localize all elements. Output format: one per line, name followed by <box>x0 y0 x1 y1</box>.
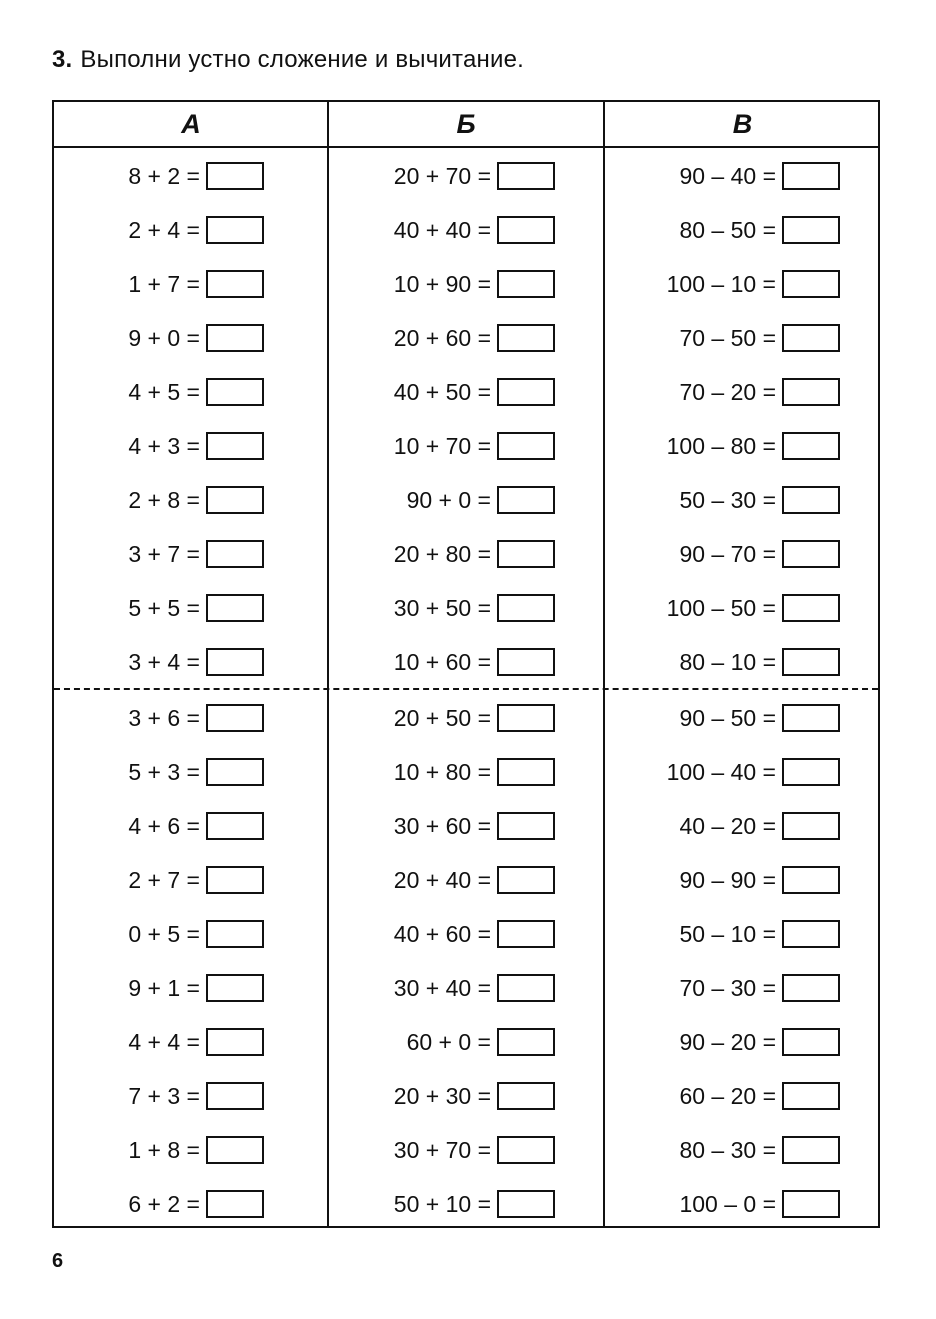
answer-box[interactable] <box>206 270 264 298</box>
answer-box[interactable] <box>782 1082 840 1110</box>
problem-row <box>94 377 264 407</box>
answer-box[interactable] <box>497 1082 555 1110</box>
task-text: Выполни устно сложение и вычитание. <box>80 46 524 73</box>
answer-box[interactable] <box>206 974 264 1002</box>
answer-box[interactable] <box>497 1028 555 1056</box>
answer-box[interactable] <box>497 540 555 568</box>
answer-box[interactable] <box>497 432 555 460</box>
problem-row <box>354 431 555 461</box>
problem-row <box>642 647 840 677</box>
answer-box[interactable] <box>206 324 264 352</box>
problem-row <box>354 323 555 353</box>
answer-box[interactable] <box>206 920 264 948</box>
problem-expression: 10 + 80 = <box>393 758 491 785</box>
problem-row <box>354 593 555 623</box>
problem-row <box>94 269 264 299</box>
problem-expression: 20 + 30 = <box>393 1082 491 1109</box>
problem-row <box>642 703 840 733</box>
problem-row <box>94 1135 264 1165</box>
answer-box[interactable] <box>206 1190 264 1218</box>
problem-expression: 10 + 90 = <box>393 270 491 297</box>
problem-row <box>94 703 264 733</box>
problem-row <box>94 1081 264 1111</box>
problem-expression: 40 + 50 = <box>393 378 491 405</box>
answer-box[interactable] <box>497 704 555 732</box>
problem-row <box>642 919 840 949</box>
problem-row <box>642 485 840 515</box>
answer-box[interactable] <box>497 162 555 190</box>
problem-expression: 1 + 7 = <box>128 270 200 297</box>
answer-box[interactable] <box>497 1136 555 1164</box>
problem-expression: 100 – 0 = <box>679 1190 776 1217</box>
problem-expression: 2 + 8 = <box>128 486 200 513</box>
answer-box[interactable] <box>782 812 840 840</box>
answer-box[interactable] <box>206 1136 264 1164</box>
problem-row <box>354 1027 555 1057</box>
problem-row <box>94 161 264 191</box>
problem-row <box>642 865 840 895</box>
problem-expression: 2 + 7 = <box>128 866 200 893</box>
problem-expression: 20 + 50 = <box>393 704 491 731</box>
problem-expression: 70 – 30 = <box>679 974 776 1001</box>
answer-box[interactable] <box>206 594 264 622</box>
problem-expression: 20 + 60 = <box>393 324 491 351</box>
answer-box[interactable] <box>206 162 264 190</box>
problem-expression: 60 – 20 = <box>679 1082 776 1109</box>
answer-box[interactable] <box>782 866 840 894</box>
column-c <box>605 146 880 1226</box>
problem-expression: 4 + 6 = <box>128 812 200 839</box>
problem-expression: 5 + 3 = <box>128 758 200 785</box>
answer-box[interactable] <box>497 1190 555 1218</box>
problem-row <box>642 1081 840 1111</box>
answer-box[interactable] <box>782 1028 840 1056</box>
problem-expression: 80 – 30 = <box>679 1136 776 1163</box>
answer-box[interactable] <box>206 866 264 894</box>
answer-box[interactable] <box>497 974 555 1002</box>
problem-row <box>94 1189 264 1219</box>
problem-expression: 0 + 5 = <box>128 920 200 947</box>
answer-box[interactable] <box>782 378 840 406</box>
problem-expression: 8 + 2 = <box>128 162 200 189</box>
problem-expression: 50 – 10 = <box>679 920 776 947</box>
problem-expression: 1 + 8 = <box>128 1136 200 1163</box>
problem-row <box>354 1081 555 1111</box>
problem-row <box>642 323 840 353</box>
problem-expression: 50 – 30 = <box>679 486 776 513</box>
problem-row <box>354 269 555 299</box>
answer-box[interactable] <box>206 216 264 244</box>
problem-expression: 30 + 70 = <box>393 1136 491 1163</box>
problem-expression: 20 + 80 = <box>393 540 491 567</box>
answer-box[interactable] <box>782 1136 840 1164</box>
column-a <box>54 146 328 1226</box>
column-header-a: А <box>181 109 201 139</box>
answer-box[interactable] <box>782 920 840 948</box>
answer-box[interactable] <box>206 378 264 406</box>
problem-expression: 40 + 40 = <box>393 216 491 243</box>
problem-expression: 90 – 50 = <box>679 704 776 731</box>
problem-expression: 9 + 1 = <box>128 974 200 1001</box>
problem-expression: 50 + 10 = <box>393 1190 491 1217</box>
answer-box[interactable] <box>782 648 840 676</box>
problem-expression: 30 + 50 = <box>393 594 491 621</box>
problem-expression: 30 + 40 = <box>393 974 491 1001</box>
answer-box[interactable] <box>206 540 264 568</box>
problem-expression: 80 – 10 = <box>679 648 776 675</box>
answer-box[interactable] <box>497 648 555 676</box>
answer-box[interactable] <box>782 594 840 622</box>
problem-row <box>642 161 840 191</box>
problem-row <box>642 593 840 623</box>
problem-expression: 10 + 60 = <box>393 648 491 675</box>
column-header-c: В <box>732 109 753 139</box>
problem-expression: 7 + 3 = <box>128 1082 200 1109</box>
problem-row <box>94 485 264 515</box>
problem-row <box>354 215 555 245</box>
problem-row <box>94 865 264 895</box>
problem-expression: 5 + 5 = <box>128 594 200 621</box>
problem-row <box>94 973 264 1003</box>
answer-box[interactable] <box>497 758 555 786</box>
problem-expression: 30 + 60 = <box>393 812 491 839</box>
problem-row <box>642 1027 840 1057</box>
problem-row <box>354 539 555 569</box>
answer-box[interactable] <box>206 1082 264 1110</box>
problem-row <box>354 865 555 895</box>
answer-box[interactable] <box>782 540 840 568</box>
problem-row <box>94 811 264 841</box>
problem-row <box>642 269 840 299</box>
problem-row <box>354 161 555 191</box>
answer-box[interactable] <box>782 486 840 514</box>
problem-row <box>94 647 264 677</box>
problem-row <box>94 215 264 245</box>
problem-row <box>354 1189 555 1219</box>
problem-row <box>94 431 264 461</box>
problem-expression: 40 – 20 = <box>679 812 776 839</box>
problem-expression: 9 + 0 = <box>128 324 200 351</box>
problem-row <box>94 1027 264 1057</box>
answer-box[interactable] <box>782 162 840 190</box>
answer-box[interactable] <box>206 486 264 514</box>
answer-box[interactable] <box>206 812 264 840</box>
answer-box[interactable] <box>206 1028 264 1056</box>
task-number: 3. <box>52 46 73 73</box>
column-b <box>329 146 603 1226</box>
answer-box[interactable] <box>206 648 264 676</box>
answer-box[interactable] <box>497 486 555 514</box>
problem-expression: 6 + 2 = <box>128 1190 200 1217</box>
problem-expression: 4 + 4 = <box>128 1028 200 1055</box>
answer-box[interactable] <box>782 270 840 298</box>
answer-box[interactable] <box>497 866 555 894</box>
problem-expression: 70 – 50 = <box>679 324 776 351</box>
problem-expression: 90 – 70 = <box>679 540 776 567</box>
answer-box[interactable] <box>206 432 264 460</box>
answer-box[interactable] <box>782 324 840 352</box>
problem-expression: 20 + 70 = <box>393 162 491 189</box>
problem-row <box>642 811 840 841</box>
answer-box[interactable] <box>497 270 555 298</box>
problem-row <box>354 647 555 677</box>
answer-box[interactable] <box>782 216 840 244</box>
problem-row <box>354 919 555 949</box>
answer-box[interactable] <box>497 594 555 622</box>
problem-row <box>354 1135 555 1165</box>
problem-expression: 60 + 0 = <box>406 1028 491 1055</box>
answer-box[interactable] <box>497 812 555 840</box>
problem-row <box>354 377 555 407</box>
page-number: 6 <box>52 1250 64 1272</box>
exercise-table <box>52 100 880 1228</box>
problem-expression: 4 + 5 = <box>128 378 200 405</box>
problem-row <box>354 703 555 733</box>
problem-expression: 20 + 40 = <box>393 866 491 893</box>
problem-row <box>94 593 264 623</box>
problem-row <box>94 757 264 787</box>
problem-expression: 3 + 6 = <box>128 704 200 731</box>
problem-expression: 100 – 80 = <box>666 432 776 459</box>
problem-row <box>642 973 840 1003</box>
answer-box[interactable] <box>782 758 840 786</box>
problem-row <box>642 539 840 569</box>
answer-box[interactable] <box>497 216 555 244</box>
answer-box[interactable] <box>206 758 264 786</box>
problem-row <box>94 919 264 949</box>
problem-expression: 2 + 4 = <box>128 216 200 243</box>
problem-expression: 3 + 7 = <box>128 540 200 567</box>
problem-expression: 100 – 50 = <box>666 594 776 621</box>
problem-expression: 90 – 40 = <box>679 162 776 189</box>
answer-box[interactable] <box>206 704 264 732</box>
column-header-b: Б <box>456 109 476 139</box>
answer-box[interactable] <box>782 974 840 1002</box>
answer-box[interactable] <box>497 324 555 352</box>
problem-row <box>642 431 840 461</box>
problem-expression: 70 – 20 = <box>679 378 776 405</box>
problem-expression: 10 + 70 = <box>393 432 491 459</box>
problem-row <box>642 215 840 245</box>
problem-expression: 100 – 10 = <box>666 270 776 297</box>
problem-expression: 3 + 4 = <box>128 648 200 675</box>
problem-row <box>94 323 264 353</box>
problem-expression: 90 + 0 = <box>406 486 491 513</box>
problem-expression: 90 – 20 = <box>679 1028 776 1055</box>
answer-box[interactable] <box>782 704 840 732</box>
answer-box[interactable] <box>497 378 555 406</box>
answer-box[interactable] <box>782 432 840 460</box>
problem-expression: 100 – 40 = <box>666 758 776 785</box>
task-title <box>52 46 524 74</box>
problem-expression: 40 + 60 = <box>393 920 491 947</box>
problem-expression: 90 – 90 = <box>679 866 776 893</box>
problem-row <box>642 1135 840 1165</box>
problem-row <box>354 811 555 841</box>
problem-row <box>354 485 555 515</box>
problem-row <box>354 973 555 1003</box>
problem-row <box>642 757 840 787</box>
problem-row <box>354 757 555 787</box>
problem-row <box>642 1189 840 1219</box>
problem-expression: 4 + 3 = <box>128 432 200 459</box>
problem-row <box>642 377 840 407</box>
problem-expression: 80 – 50 = <box>679 216 776 243</box>
problem-row <box>94 539 264 569</box>
answer-box[interactable] <box>497 920 555 948</box>
answer-box[interactable] <box>782 1190 840 1218</box>
